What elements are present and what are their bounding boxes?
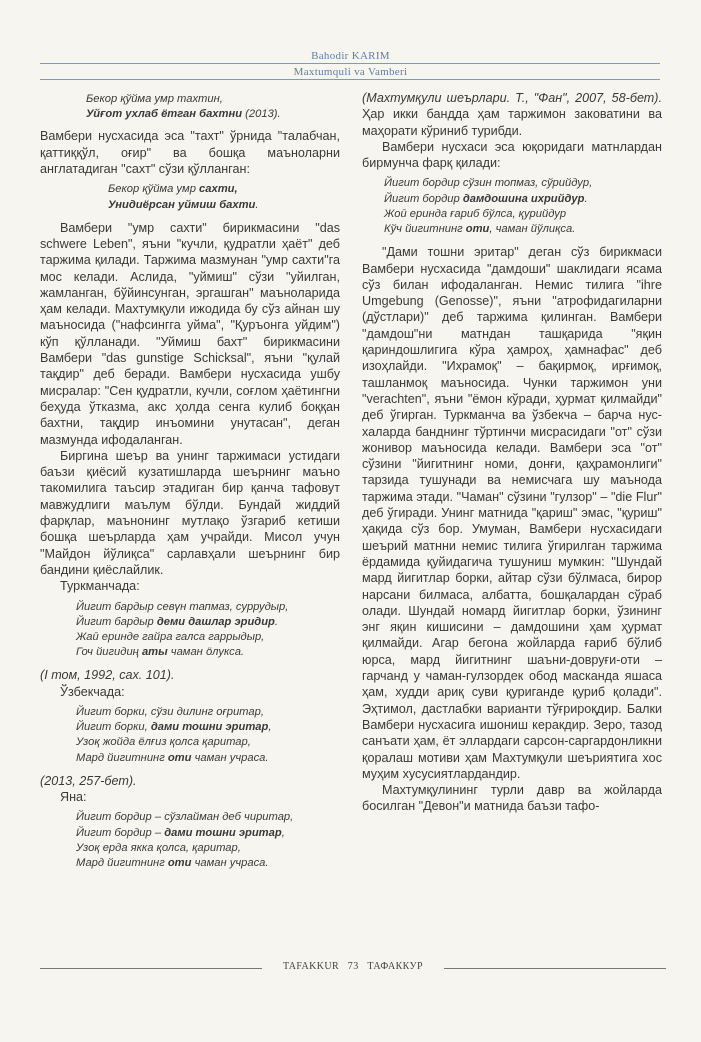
poem-line: Бекор қўйма умр сахти,: [108, 183, 238, 196]
paragraph: Вамбери нусхасида эса "тахт" ўрнида "талабчан, қаттиққўл, оғир" ва бошқа маъноларни англатадиган "сахт" сўзи қўлланган:: [40, 129, 340, 176]
poem-line: Жаӣ еринде гайра галса гаррыдыр,: [76, 630, 265, 643]
poem-vambery: [384, 176, 662, 237]
header-rule-bottom: [40, 79, 660, 80]
footer-rule-left: [40, 968, 262, 969]
poem-line: Узоқ жойда ёлғиз қолса қаритар,: [76, 736, 251, 749]
poem-line: Йигит бардыр севүн тапмаз, суррудыр,: [76, 600, 289, 613]
poem-line: Бекор қўйма умр тахтин,: [86, 93, 223, 105]
footer-journal-latin: TAFAKKUR: [282, 961, 340, 972]
citation: (Махтумқули шеърлари. Т., "Фан", 2007, 58-бет).: [362, 91, 662, 105]
header-author: Bahodir KARIM: [311, 50, 390, 62]
section-label-yana: Яна:: [60, 790, 87, 805]
footer-journal-cyrillic: ТАФАККУР: [367, 961, 423, 972]
header-article-title: Maxtumquli va Vamberi: [293, 66, 408, 78]
page-footer: [0, 961, 701, 975]
paragraph: (Махтумқули шеърлари. Т., "Фан", 2007, 58-бет). Ҳар икки бандда ҳам таржимон заковатини ва маҳорати кўриниб турибди.: [362, 91, 662, 138]
header-rule-top: [40, 63, 660, 64]
poem-line: Уйғот ухлаб ётган бахтни (2013).: [86, 108, 281, 121]
page-number: 73: [347, 961, 359, 972]
section-label-uzbek: Ўзбекчада:: [60, 684, 125, 699]
poem-uzbek: [76, 705, 340, 766]
right-column: [362, 90, 662, 815]
poem-line: Йигит бордир сўзин топмаз, сўрийдур,: [384, 177, 593, 190]
poem-line: Узоқ ерда якка қолса, қаритар,: [76, 841, 241, 854]
poem-line: Йигит бордир – дами тошни эритар,: [76, 826, 285, 839]
poem-turkmen: [76, 600, 340, 661]
poem-line: Мард йигитнинг оти чаман учраса.: [76, 751, 269, 764]
poem-line: Йигит бордир дамдошина ихрийдур.: [384, 192, 588, 205]
section-label-turkmen: Туркманчада:: [60, 579, 140, 594]
paragraph: Махтумқулининг турли давр ва жойларда босилган "Девон"и матнида баъзи тафо-: [362, 783, 662, 814]
poem-variant: [76, 810, 340, 871]
poem-line: Йигит бордир – сўзлайман деб чиритар,: [76, 811, 294, 824]
left-column: [40, 90, 340, 878]
poem-line: Унидиёрсан уймиш бахти.: [108, 198, 259, 211]
footer-rule-right: [444, 968, 666, 969]
paragraph: Вамбери нусхаси эса юқоридаги матнлардан бирмунча фарқ қилади:: [362, 139, 662, 171]
paragraph: Вамбери "умр сахти" бирикмасини "das schwere Leben", яъни "кучли, қудратли ҳаёт" деб таржима қилади. Таржима мазмунан "умр сахти"га мос келади. Аслида, "уймиш" сўзи "уйилган, жамланган, бўйинсунган, эргашган" маъноларида ҳам келади. Махтумқули ижодида бу сўз айнан шу маъносида ("нафсингга уйма", "Қуръонга уйдим") кўп қўлланади. "Уймиш бахт" бирикмасини Вамбери "das gunstige Schicksal", яъни "қулай тақдир" деб беради. Вамбери нусхасида ушбу мисралар: "Сен қудратли, кучли, соғлом ҳаётингни беҳуда ўтказма, акс ҳолда сенга кулиб боққан бахтни, тақдир инъомини унутасан", деган мазмунда ифодаланган.: [40, 220, 340, 447]
poem-line: Кўч йигитнинг оти, чаман йўлиқса.: [384, 223, 576, 236]
paragraph: "Дами тошни эритар" деган сўз бирикмаси Вамбери нусхасида "дамдоши" шаклидаги ясама сўз билан ифодаланган. Немис тилига "ihre Umgebung (Genosse)", яъни "атрофидагиларни (дўстлари)" деб таржима қилинган. Вамбери "дамдош"ни матндан ташқарида "яқин қариндошлигига кўра ҳамроҳ, ҳамнафас" деб изоҳлайди. "Ихрамоқ" – бақирмоқ, ирғимоқ, ташланмоқ маъносида. Чунки таржимон уни "verachten", яъни "ёмон кўради, ҳурмат қилмайди" деб ўгирган. Туркманча ва ўзбекча – барча нусхаларда банднинг тўртинчи мисрасидаги "от" сўзи жонивор маъносида келади. Вамбери эса "от" сўзини "йигитнинг номи, донғи, қаҳрамонлиги" тарзида тушунади ва немисчага шу маънода таржима этади. "Чаман" сўзини "гулзор" – "die Flur" деб ўгиради. Унинг матнида "қариш" эмас, "қуриш" ҳақида сўз бор. Умуман, Вамбери нусхасидаги шеърий матнни немис тилига ўгирилган таржима ёрдамида қуйидагича тушуниш мумкин: "Шундай мард йигитлар борки, айтар сўзи бўлмаса, бирор нарсани билмаса, албатта, бошқалардан сўраб олади. Шундай номард йигитлар борки, ўзининг энг яқин кишисини – дамдошини ҳам ҳурмат қилмайди. Агар бегона жойларда ғариб бўлиб юрса, мард йигитнинг шаъни-довруғи-оти – гарчанд у чаман-гулзордек обод масканда яшаса ҳам, худди ариқ суви қуриганде қуриб қолади". Эҳтимол, дастлабки варианти тўғрироқдир. Балки Вамбери нусхасига ишониш керакдир. Зеро, тазод санъати ҳам, ёт эллардаги сарсон-саргардонликни қоралаш мотиви ҳам Махтумқули шеъриятига хос муҳим хусусиятлардандир.: [362, 245, 662, 781]
citation: (I том, 1992, сах. 101).: [40, 668, 175, 683]
poem-line: Жоӣ еринда ғариб бўлса, қурийдур: [384, 207, 567, 220]
footer-text: [262, 961, 444, 972]
poem-line: Йигит борки, дами тошни эритар,: [76, 721, 272, 734]
citation: (2013, 257-бет).: [40, 773, 137, 788]
poem-excerpt-1: [86, 92, 340, 122]
poem-line: Мард йигитнинг оти чаман учраса.: [76, 856, 269, 869]
poem-excerpt-2: [108, 182, 340, 212]
poem-line: Йигит борки, сўзи дилинг оғритар,: [76, 705, 264, 718]
paragraph: Биргина шеър ва унинг таржимаси устидаги баъзи қиёсий кузатишларда шеърнинг маъно такомилига таъсир этадиган бир қанча тафовут мавжудлиги маълум бўлди. Бундай жиддий фарқлар, маънонинг мутлақо ўзгариб кетиши бошқа шеърларда ҳам учрайди. Мисол учун "Майдон йўлиқса" сарлавҳали шеърнинг бир бандини қиёслайлик.: [40, 448, 340, 577]
poem-line: Гоч йигидиң аты чаман ӧлукса.: [76, 646, 245, 659]
poem-line: Йигит бардыр деми дашлар эридир.: [76, 615, 278, 628]
